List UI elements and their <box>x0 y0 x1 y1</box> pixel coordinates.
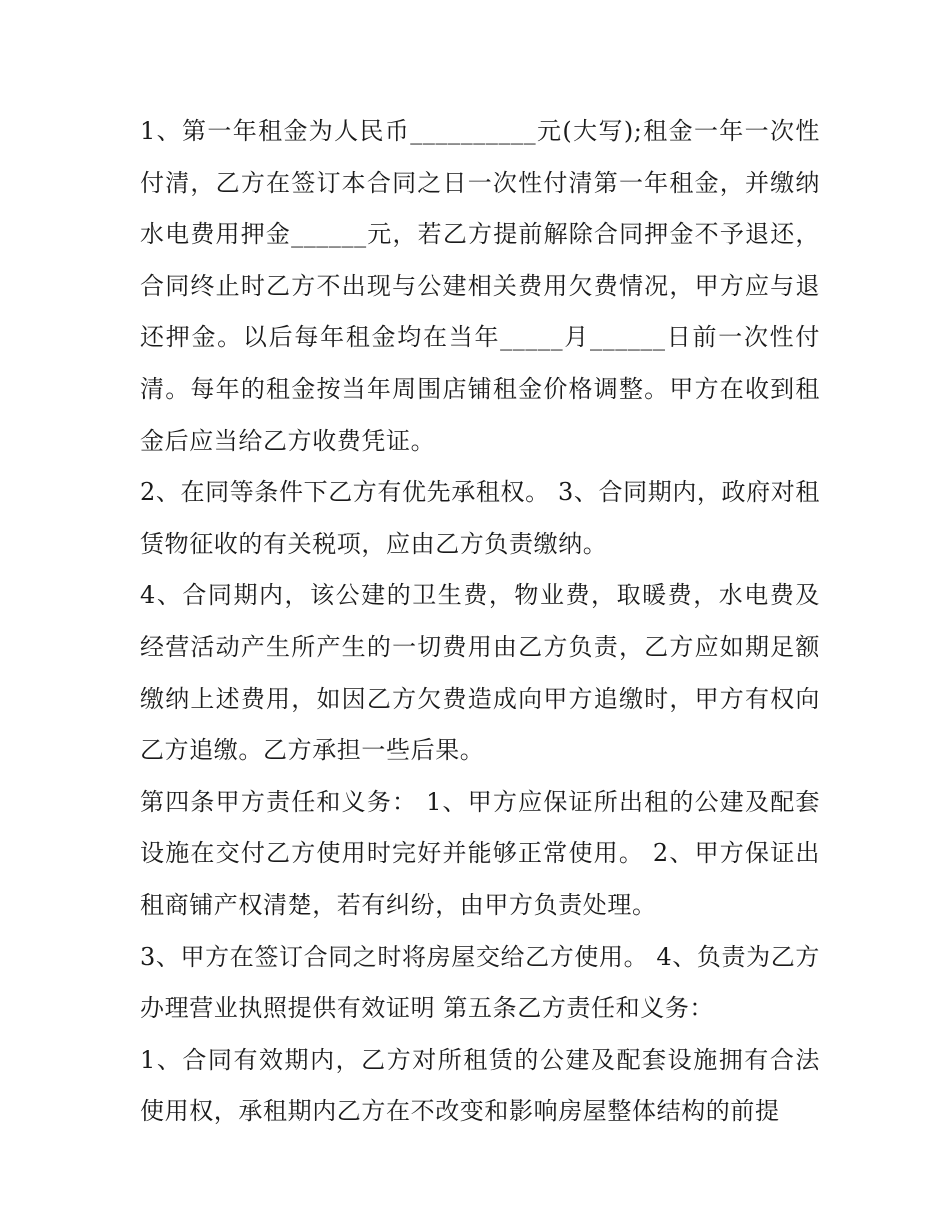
document-body <box>140 106 820 1138</box>
paragraph-priority-lease: 2、在同等条件下乙方有优先承租权。 3、合同期内，政府对租赁物征收的有关税项，应由乙方负责缴纳。 <box>140 478 820 558</box>
paragraph-fees: 4、合同期内，该公建的卫生费，物业费，取暖费，水电费及经营活动产生所产生的一切费用由乙方负责，乙方应如期足额缴纳上述费用，如因乙方欠费造成向甲方追缴时，甲方有权向乙方追缴。乙方承担一些后果。 <box>140 581 820 765</box>
paragraph-rent-payment: 1、第一年租金为人民币__________元(大写);租金一年一次性付清，乙方在签订本合同之日一次性付清第一年租金，并缴纳水电费用押金______元，若乙方提前解除合同押金不予退还，合同终止时乙方不出现与公建相关费用欠费情况，甲方应与退还押金。以后每年租金均在当年_____月______日前一次性付清。每年的租金按当年周围店铺租金价格调整。甲方在收到租金后应当给乙方收费凭证。 <box>140 117 820 455</box>
paragraph-party-b-rights: 1、合同有效期内，乙方对所租赁的公建及配套设施拥有合法使用权，承租期内乙方在不改变和影响房屋整体结构的前提 <box>140 1045 820 1126</box>
paragraph-handover: 3、甲方在签订合同之时将房屋交给乙方使用。 4、负责为乙方办理营业执照提供有效证明 第五条乙方责任和义务： <box>140 942 820 1023</box>
paragraph-party-a-duties: 第四条甲方责任和义务： 1、甲方应保证所出租的公建及配套设施在交付乙方使用时完好并能够正常使用。 2、甲方保证出租商铺产权清楚，若有纠纷，由甲方负责处理。 <box>140 787 820 919</box>
